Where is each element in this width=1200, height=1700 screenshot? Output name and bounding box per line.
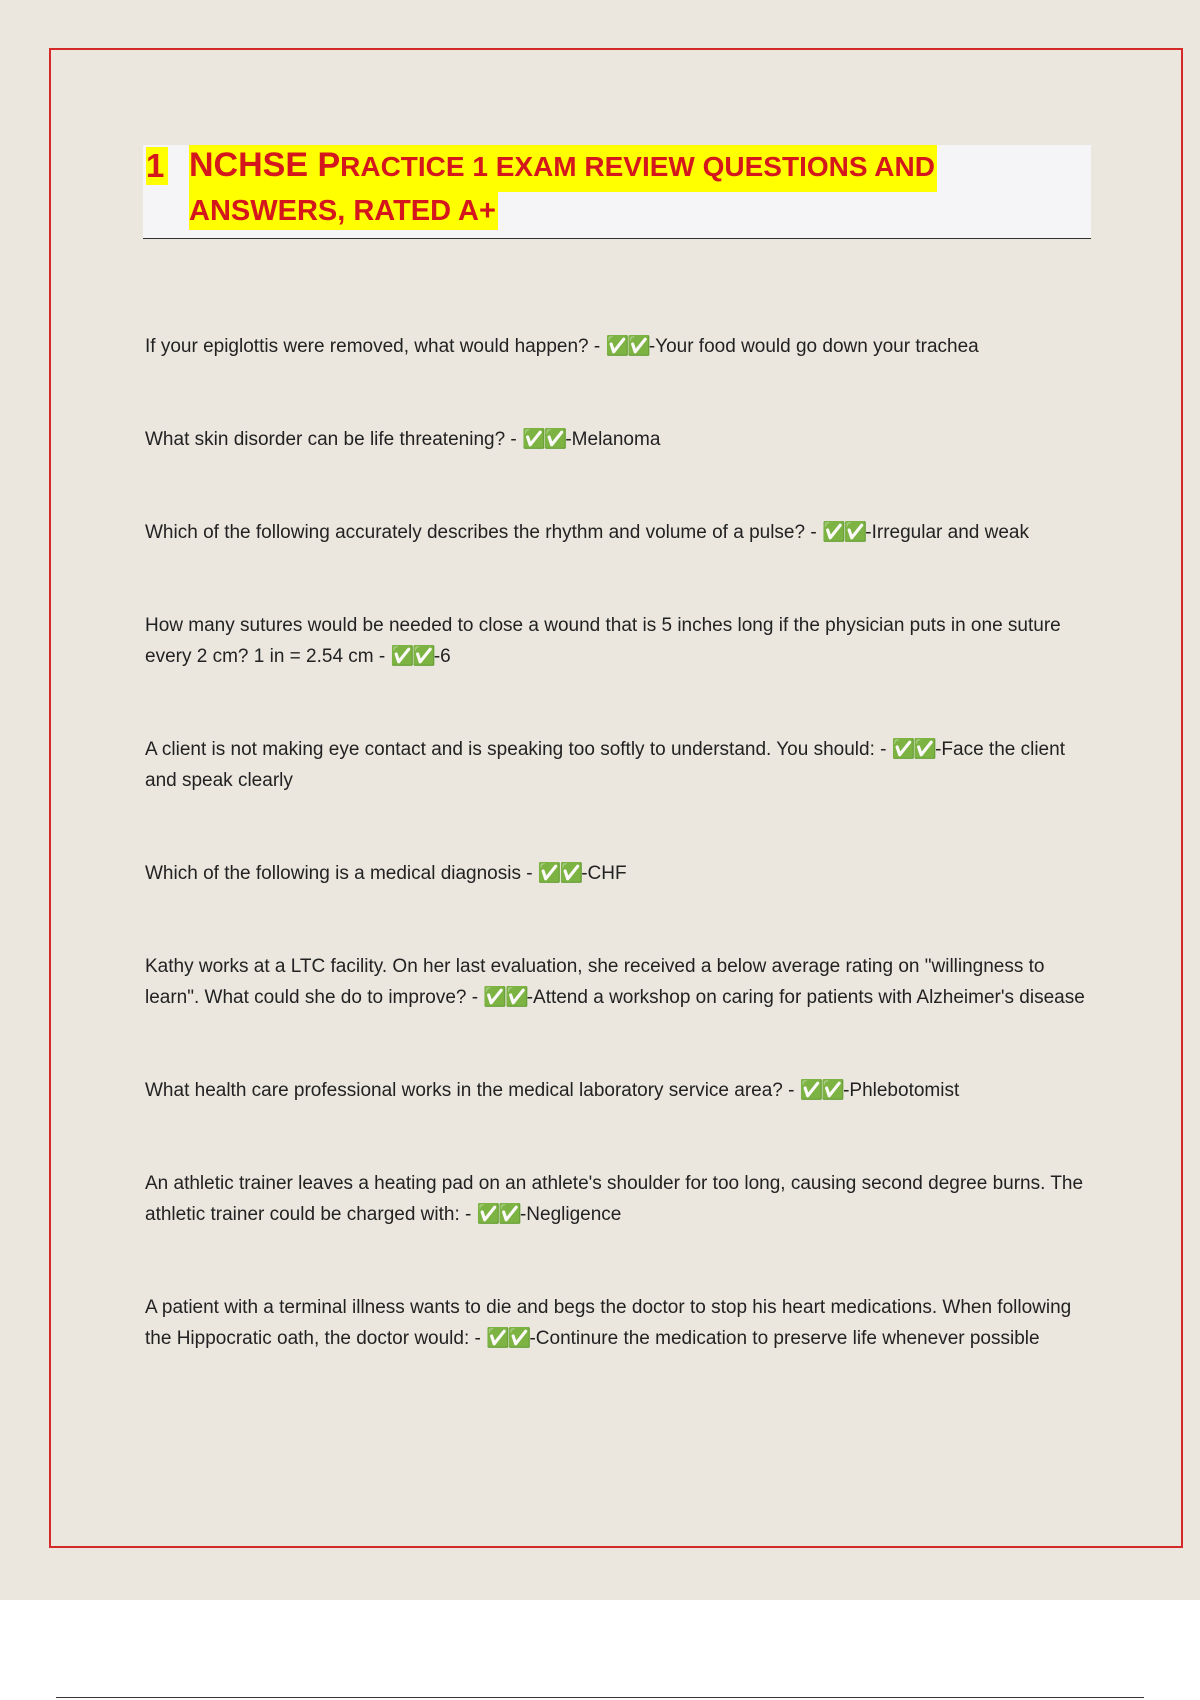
question-text: What skin disorder can be life threatening? - — [145, 429, 523, 450]
qa-item — [145, 517, 1090, 548]
check-icon: ✅✅ — [605, 336, 649, 357]
title-part-a: NCHSE P — [189, 146, 341, 184]
answer-text: -Your food would go down your trachea — [648, 336, 979, 357]
page-title-line-1 — [189, 145, 937, 192]
title-part-b: RACTICE 1 EXAM REVIEW QUESTIONS AND — [340, 151, 935, 182]
answer-text: -Phlebotomist — [843, 1080, 960, 1101]
question-text: Kathy works at a LTC facility. On her last evaluation, she received a below average rating on "willingness to learn". What could she do to improve? - — [145, 956, 1045, 1008]
answer-text: -Attend a workshop on caring for patients with Alzheimer's disease — [526, 987, 1085, 1008]
qa-item — [145, 610, 1090, 672]
check-icon: ✅✅ — [821, 522, 866, 543]
question-text: An athletic trainer leaves a heating pad on an athlete's shoulder for too long, causing second degree burns. The athletic trainer could be charged with: - — [145, 1173, 1084, 1225]
qa-item — [145, 1168, 1090, 1230]
section-number: 1 — [146, 147, 168, 185]
qa-item — [145, 1292, 1090, 1354]
check-icon: ✅✅ — [891, 739, 936, 760]
qa-item — [145, 424, 1090, 455]
qa-item — [145, 331, 1090, 362]
question-text: A patient with a terminal illness wants to die and begs the doctor to stop his heart medications. When following the Hippocratic oath, the doctor would: - — [145, 1297, 1072, 1349]
answer-text: -Face the client and speak clearly — [145, 739, 1065, 791]
check-icon: ✅✅ — [476, 1204, 520, 1225]
answer-text: -Melanoma — [565, 429, 661, 450]
answer-text: -CHF — [581, 863, 627, 884]
page-title-line-2: ANSWERS, RATED A+ — [189, 192, 498, 230]
question-text: If your epiglottis were removed, what would happen? - — [145, 336, 606, 357]
question-text: What health care professional works in the medical laboratory service area? - — [145, 1080, 800, 1101]
qa-item — [145, 734, 1090, 796]
qa-item — [145, 858, 1090, 889]
check-icon: ✅✅ — [390, 646, 434, 667]
qa-item — [145, 951, 1090, 1013]
check-icon: ✅✅ — [522, 429, 566, 450]
check-icon: ✅✅ — [537, 863, 582, 884]
question-text: A client is not making eye contact and is speaking too softly to understand. You should: - — [145, 739, 892, 760]
check-icon: ✅✅ — [799, 1080, 844, 1101]
question-text: Which of the following is a medical diagnosis - — [145, 863, 538, 884]
answer-text: -Continure the medication to preserve life whenever possible — [529, 1328, 1040, 1349]
footer-rule — [56, 1697, 1144, 1698]
question-text: Which of the following accurately describes the rhythm and volume of a pulse? - — [145, 522, 822, 543]
question-text: How many sutures would be needed to close a wound that is 5 inches long if the physician puts in one suture every 2 cm? 1 in = 2.54 cm - — [145, 615, 1061, 667]
qa-item — [145, 1075, 1090, 1106]
answer-text: -6 — [433, 646, 451, 667]
check-icon: ✅✅ — [483, 987, 527, 1008]
check-icon: ✅✅ — [486, 1328, 530, 1349]
answer-text: -Irregular and weak — [865, 522, 1029, 543]
qa-list — [145, 331, 1090, 1416]
answer-text: -Negligence — [519, 1204, 622, 1225]
